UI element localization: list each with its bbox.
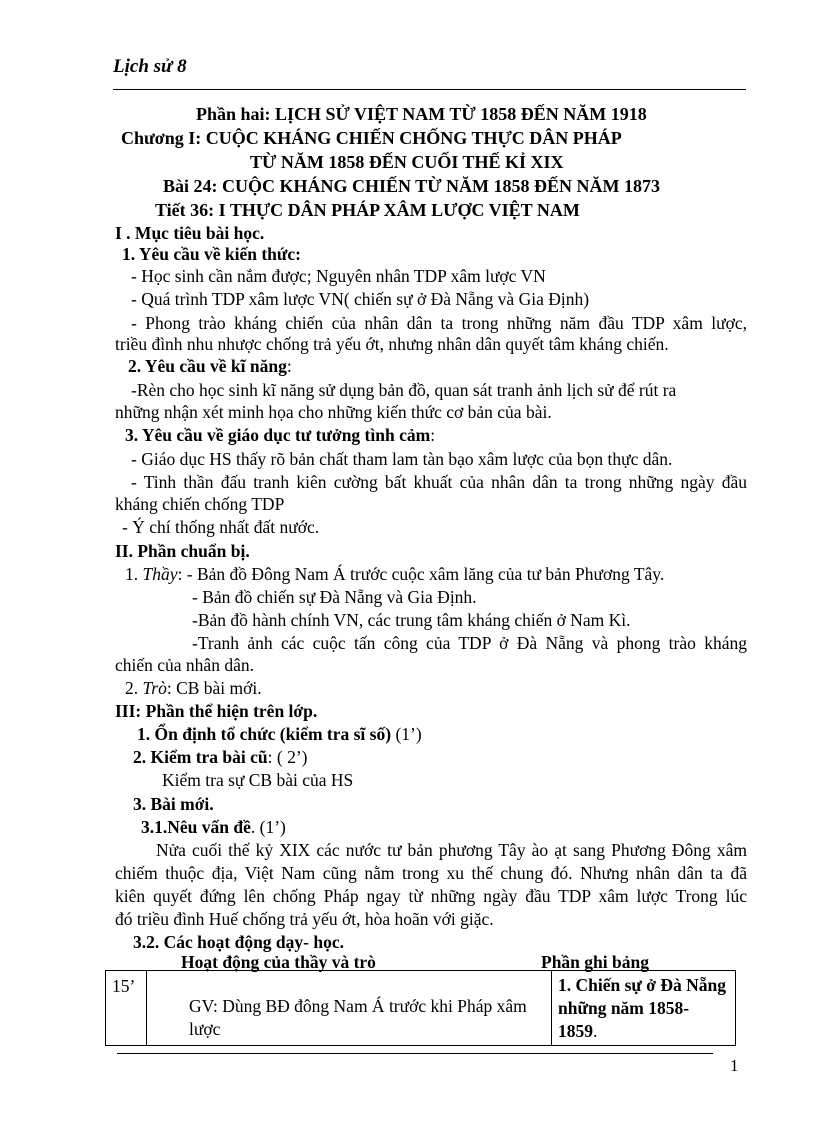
activity-text: : Dùng BĐ đông Nam Á trước khi Pháp xâm lược (189, 996, 527, 1039)
teacher-item-cont: chiến của nhân dân. (115, 655, 254, 675)
period-title: Tiết 36: I THỰC DÂN PHÁP XÂM LƯỢC VIỆT NAM (155, 200, 580, 220)
knowledge-item: - Quá trình TDP xâm lược VN( chiến sự ở Đà Nẵng và Gia Định) (131, 289, 590, 309)
attitude-heading-text: 3. Yêu cầu về giáo dục tư tưởng tình cảm (125, 425, 431, 445)
lesson-title: Bài 24: CUỘC KHÁNG CHIẾN TỪ NĂM 1858 ĐẾN NĂM 1873 (163, 176, 660, 196)
teacher-label: Thầy (142, 564, 178, 584)
student-text: : CB bài mới. (166, 678, 262, 698)
step-organization-text: 1. Ổn định tổ chức (kiểm tra sĩ số) (137, 724, 392, 744)
knowledge-item: - Phong trào kháng chiến của nhân dân ta trong những năm đầu TDP xâm lược, (131, 313, 747, 333)
activity-cell (147, 971, 552, 1046)
skills-heading-colon: : (286, 356, 292, 376)
step-organization (137, 723, 422, 745)
skills-heading-text: 2. Yêu cầu về kĩ năng (128, 356, 287, 376)
teacher-item: -Tranh ảnh các cuộc tấn công của TDP ở Đà Nẵng và phong trào kháng (192, 633, 747, 653)
intro-paragraph: chiếm thuộc địa, Việt Nam cũng nằm trong xu thế chung đó. Nhưng nhân dân ta đã (115, 863, 747, 883)
activity-table (105, 970, 736, 1046)
student-label: Trò (142, 678, 167, 698)
table-header-activity: Hoạt động của thầy và trò (181, 952, 376, 972)
chapter-title: Chương I: CUỘC KHÁNG CHIẾN CHỐNG THỰC DÂN PHÁP (121, 128, 622, 148)
chapter-subtitle: TỪ NĂM 1858 ĐẾN CUỐI THẾ KỈ XIX (250, 152, 564, 172)
footer-rule (117, 1053, 713, 1054)
preparation-heading: II. Phần chuẩn bị. (115, 541, 250, 561)
student-prep (125, 677, 262, 699)
intro-paragraph: kiên quyết đứng lên chống Pháp ngay từ những ngày đầu TDP xâm lược Trong lúc (115, 886, 747, 906)
step-review-time: : ( 2’) (267, 747, 308, 767)
attitude-heading (125, 424, 435, 446)
knowledge-item: - Học sinh cần nắm được; Nguyên nhân TDP xâm lược VN (131, 266, 546, 286)
classroom-heading: III: Phần thể hiện trên lớp. (115, 701, 318, 721)
table-row (106, 971, 736, 1046)
activity-label: GV (189, 996, 213, 1016)
step-problem (141, 816, 286, 838)
attitude-item: - Tinh thần đấu tranh kiên cường bất khuất của nhân dân ta trong những ngày đầu (131, 472, 747, 492)
teacher-item: : - Bản đồ Đông Nam Á trước cuộc xâm lăng của tư bản Phương Tây. (177, 564, 665, 584)
teacher-item: - Bản đồ chiến sự Đà Nẵng và Gia Định. (192, 587, 477, 607)
time-cell: 15’ (106, 971, 147, 1046)
knowledge-heading: 1. Yêu cầu về kiến thức: (122, 244, 302, 264)
table-header-board: Phần ghi bảng (541, 952, 649, 972)
board-text-end: . (593, 1021, 598, 1041)
attitude-item-cont: kháng chiến chống TDP (115, 494, 285, 514)
teacher-prep (125, 563, 664, 585)
board-text: 1. Chiến sự ở Đà Nẵng những năm 1858- 1859 (558, 975, 726, 1041)
board-cell (552, 971, 736, 1046)
intro-paragraph: đó triều đình Huế chống trả yếu ớt, hòa hoãn với giặc. (115, 909, 494, 929)
header-rule (113, 89, 746, 90)
step-problem-text: 3.1.Nêu vấn đề (141, 817, 251, 837)
activities-heading: 3.2. Các hoạt động dạy- học. (133, 932, 344, 952)
skills-heading (128, 355, 292, 377)
intro-paragraph: Nửa cuối thế kỷ XIX các nước tư bản phương Tây ào ạt sang Phương Đông xâm (156, 840, 747, 860)
teacher-number: 1. (125, 564, 139, 584)
step-review-text: 2. Kiểm tra bài cũ (133, 747, 268, 767)
step-new-lesson: 3. Bài mới. (133, 794, 214, 814)
part-title: Phần hai: LỊCH SỬ VIỆT NAM TỪ 1858 ĐẾN NĂM 1918 (196, 104, 647, 124)
knowledge-item-cont: triều đình nhu nhược chống trả yếu ớt, nhưng nhân dân quyết tâm kháng chiến. (115, 334, 669, 354)
skills-item-cont: những nhận xét minh họa cho những kiến thức cơ bản của bài. (115, 402, 552, 422)
attitude-heading-colon: : (430, 425, 436, 445)
step-review (133, 746, 308, 768)
student-number: 2. (125, 678, 139, 698)
teacher-item: -Bản đồ hành chính VN, các trung tâm kháng chiến ở Nam Kì. (192, 610, 631, 630)
subject-header: Lịch sử 8 (113, 56, 187, 77)
page-number: 1 (730, 1056, 739, 1075)
attitude-item: - Giáo dục HS thấy rõ bản chất tham lam tàn bạo xâm lược của bọn thực dân. (131, 449, 673, 469)
step-organization-time: (1’) (391, 724, 422, 744)
skills-item: -Rèn cho học sinh kĩ năng sử dụng bản đồ, quan sát tranh ảnh lịch sử để rút ra (131, 380, 677, 400)
step-problem-time: . (1’) (250, 817, 286, 837)
review-content: Kiểm tra sự CB bài của HS (162, 770, 354, 790)
attitude-item: - Ý chí thống nhất đất nước. (122, 517, 320, 537)
objectives-heading: I . Mục tiêu bài học. (115, 223, 265, 243)
